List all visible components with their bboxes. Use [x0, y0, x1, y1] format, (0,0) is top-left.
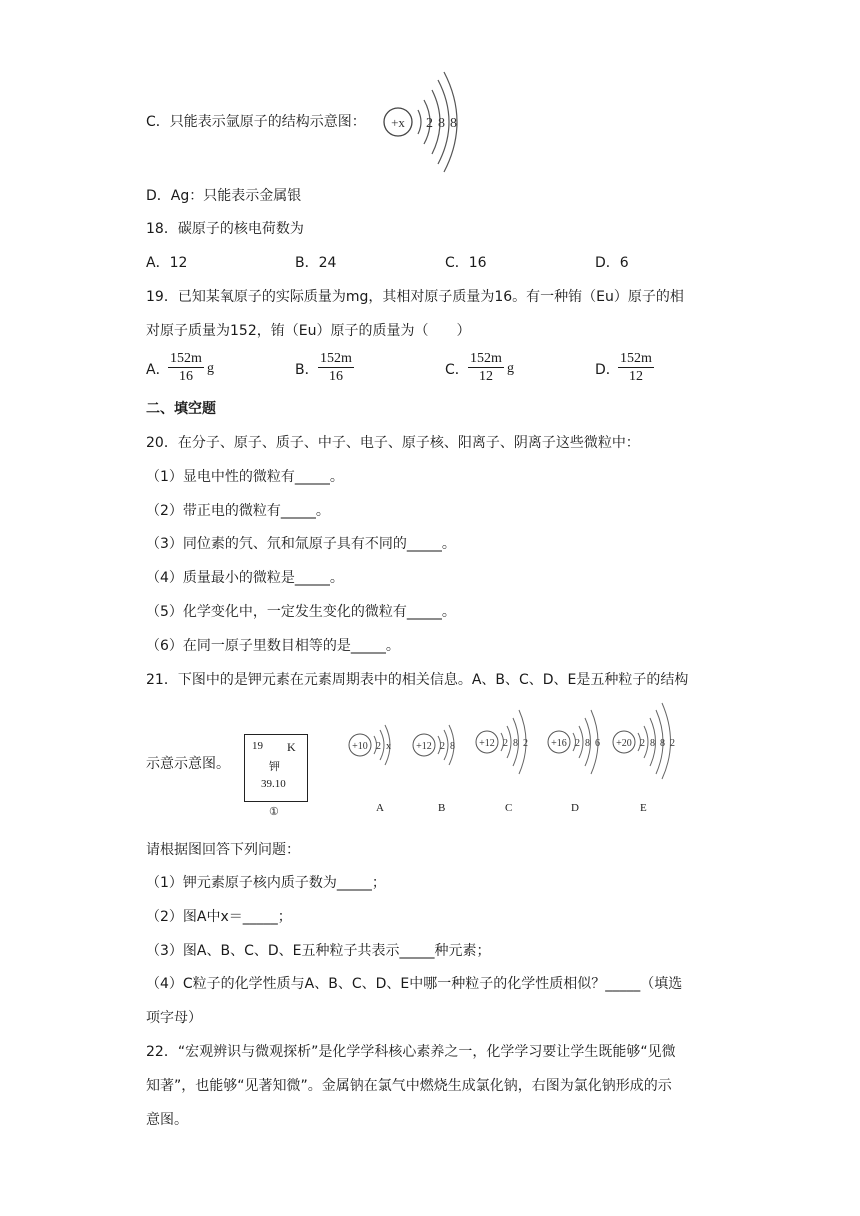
argon-structure-diagram — [380, 68, 470, 178]
q21-prompt: 请根据图回答下列问题： — [146, 842, 300, 858]
periodic-table-cell — [244, 734, 308, 802]
particle-d-label: D — [571, 802, 579, 814]
nucleus-label: +12 — [416, 741, 432, 752]
shell-count: 8 — [585, 738, 590, 749]
q19-stem-line2: 对原子质量为152，铕（Eu）原子的质量为（ ） — [146, 323, 471, 339]
shell-count: 2 — [575, 738, 580, 749]
particle-e-label: E — [640, 802, 647, 814]
fraction-denominator: 16 — [178, 369, 193, 384]
q21-stem-line1: 21．下图中的是钾元素在元素周期表中的相关信息。A、B、C、D、E是五种粒子的结构 — [146, 672, 689, 688]
q19-option-c-unit: g — [507, 361, 514, 376]
nucleus-label: +20 — [616, 738, 632, 749]
q18-option-d: D．6 — [595, 255, 629, 271]
q19-option-b-label: B． — [295, 362, 319, 378]
q19-option-d-label: D． — [595, 362, 620, 378]
shell-count: 8 — [513, 738, 518, 749]
fraction-denominator: 12 — [478, 369, 493, 384]
q20-stem: 20．在分子、原子、质子、中子、电子、原子核、阳离子、阴离子这些微粒中： — [146, 435, 640, 451]
shell-count: 8 — [650, 738, 655, 749]
atomic-number: 19 — [252, 740, 263, 752]
q18-option-a: A．12 — [146, 255, 188, 271]
q19-option-a-fraction — [168, 351, 204, 386]
particle-c-diagram — [473, 706, 543, 776]
element-name: 钾 — [269, 760, 280, 773]
shell-count: 2 — [426, 116, 433, 131]
q21-item-4-continued: 项字母） — [146, 1010, 202, 1026]
q21-item-3: （3）图A、B、C、D、E五种粒子共表示_____种元素； — [146, 943, 491, 959]
q21-item-4: （4）C粒子的化学性质与A、B、C、D、E中哪一种粒子的化学性质相似？_____（填选 — [146, 976, 683, 992]
q17-option-d-text: D．Ag：只能表示金属银 — [146, 188, 302, 204]
nucleus-label: +10 — [352, 741, 368, 752]
element-symbol: K — [287, 740, 296, 754]
q19-option-c-label: C． — [445, 362, 469, 378]
q20-item-5: （5）化学变化中，一定发生变化的微粒有_____。 — [146, 604, 456, 620]
particle-c-label: C — [505, 802, 513, 814]
section-heading: 二、填空题 — [146, 401, 216, 417]
q17-option-c-text: C．只能表示氩原子的结构示意图： — [146, 114, 366, 130]
atomic-mass: 39.10 — [261, 778, 286, 790]
q18-option-c: C．16 — [445, 255, 487, 271]
q22-stem-line2: 知著”，也能够“见著知微”。金属钠在氯气中燃烧生成氯化钠，右图为氯化钠形成的示 — [146, 1078, 672, 1094]
particle-a-label: A — [376, 802, 384, 814]
q21-item-1: （1）钾元素原子核内质子数为_____； — [146, 875, 386, 891]
particle-b-diagram — [410, 720, 470, 770]
shell-count: 8 — [450, 116, 457, 131]
shell-count: 2 — [503, 738, 508, 749]
particle-b-label: B — [438, 802, 446, 814]
particle-a-diagram — [346, 720, 406, 770]
q19-option-d-fraction — [618, 351, 654, 386]
q22-stem-line1: 22．“宏观辨识与微观探析”是化学学科核心素养之一，化学学习要让学生既能够“见微 — [146, 1044, 676, 1060]
q20-item-3: （3）同位素的氕、氘和氚原子具有不同的_____。 — [146, 536, 456, 552]
q20-item-6: （6）在同一原子里数目相等的是_____。 — [146, 638, 400, 654]
nucleus-label: +x — [391, 115, 405, 130]
q21-stem-line2: 示意示意图。 — [146, 756, 230, 772]
shell-count: 8 — [450, 741, 455, 752]
shell-count: 2 — [376, 741, 381, 752]
nucleus-label: +16 — [551, 738, 567, 749]
fraction-numerator: 152m — [320, 351, 352, 366]
fraction-numerator: 152m — [470, 351, 502, 366]
figure-caption: ① — [269, 806, 279, 818]
fraction-numerator: 152m — [620, 351, 652, 366]
q20-item-4: （4）质量最小的微粒是_____。 — [146, 570, 344, 586]
shell-count: 2 — [670, 738, 675, 749]
fraction-denominator: 16 — [328, 369, 343, 384]
q19-option-a-unit: g — [207, 361, 214, 376]
shell-count: 2 — [523, 738, 528, 749]
q19-option-a-label: A． — [146, 362, 170, 378]
q21-item-2: （2）图A中x＝_____； — [146, 909, 292, 925]
shell-count: 2 — [440, 741, 445, 752]
q18-option-b: B．24 — [295, 255, 337, 271]
fraction-numerator: 152m — [170, 351, 202, 366]
nucleus-label: +12 — [479, 738, 495, 749]
shell-count: 8 — [438, 116, 445, 131]
shell-count: x — [386, 741, 391, 752]
particle-d-diagram — [545, 706, 615, 776]
shell-count: 2 — [640, 738, 645, 749]
fraction-denominator: 12 — [628, 369, 643, 384]
q20-item-1: （1）显电中性的微粒有_____。 — [146, 469, 344, 485]
q20-item-2: （2）带正电的微粒有_____。 — [146, 503, 330, 519]
shell-count: 6 — [595, 738, 600, 749]
q19-option-c-fraction — [468, 351, 504, 386]
q22-stem-line3: 意图。 — [146, 1112, 188, 1128]
q19-stem-line1: 19．已知某氧原子的实际质量为mg，其相对原子质量为16。有一种铕（Eu）原子的相 — [146, 289, 684, 305]
q18-stem: 18．碳原子的核电荷数为 — [146, 221, 304, 237]
q19-option-b-fraction — [318, 351, 354, 386]
particle-e-diagram — [610, 700, 690, 780]
shell-count: 8 — [660, 738, 665, 749]
